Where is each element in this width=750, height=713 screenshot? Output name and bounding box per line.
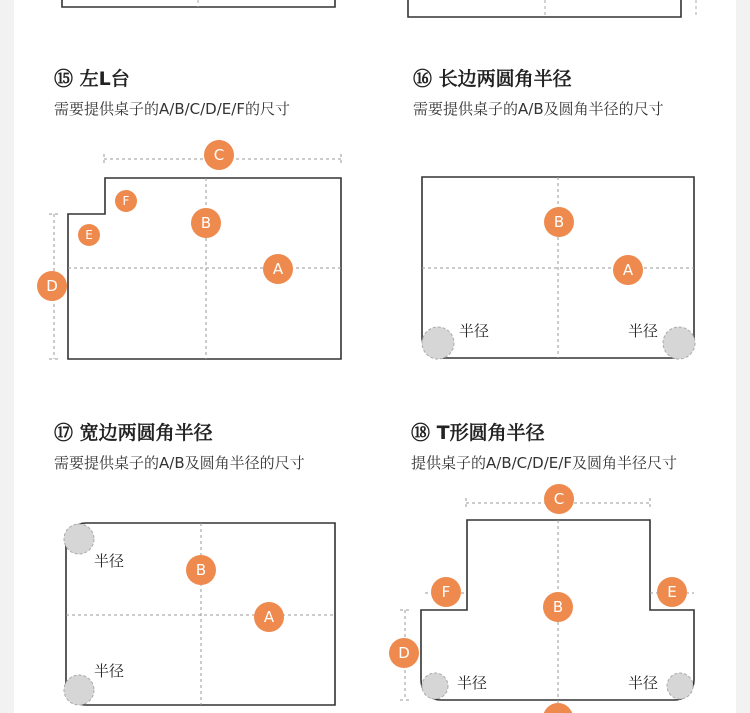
section-title: ⑮ 左L台: [54, 68, 130, 90]
section-title: ⑯ 长边两圆角半径: [413, 68, 572, 90]
marker-d: [37, 271, 67, 301]
section-title: ⑰ 宽边两圆角半径: [54, 422, 213, 444]
section-subtitle: 需要提供桌子的A/B/C/D/E/F的尺寸: [54, 100, 290, 118]
l-table-outline: [68, 178, 341, 359]
marker-b: [544, 207, 574, 237]
section-subtitle: 提供桌子的A/B/C/D/E/F及圆角半径尺寸: [411, 454, 677, 472]
radius-label: 半径: [459, 322, 490, 340]
radius-label: 半径: [94, 552, 125, 570]
svg-text:F: F: [122, 194, 130, 208]
radius-corner-marker: [64, 524, 94, 554]
radius-label: 半径: [628, 322, 659, 340]
radius-label: 半径: [457, 674, 488, 692]
svg-text:B: B: [552, 598, 564, 616]
marker-e: [78, 224, 100, 246]
radius-label: 半径: [628, 674, 659, 692]
svg-text:C: C: [213, 146, 225, 164]
svg-text:B: B: [553, 213, 565, 231]
svg-text:E: E: [85, 228, 93, 242]
svg-text:A: A: [622, 261, 634, 279]
marker-c: [544, 484, 574, 514]
svg-text:A: A: [272, 260, 284, 278]
svg-text:B: B: [195, 561, 207, 579]
section-subtitle: 需要提供桌子的A/B及圆角半径的尺寸: [54, 454, 305, 472]
svg-text:D: D: [398, 644, 410, 662]
radius-corner-marker: [422, 673, 448, 699]
svg-text:F: F: [441, 583, 451, 601]
marker-e: [657, 577, 687, 607]
svg-text:D: D: [46, 277, 58, 295]
svg-text:B: B: [200, 214, 212, 232]
marker-b: [186, 555, 216, 585]
diagram-left-l-table: [49, 154, 341, 359]
marker-a: [613, 255, 643, 285]
section-title: ⑱ T形圆角半径: [411, 422, 545, 444]
radius-corner-marker: [667, 673, 693, 699]
marker-c: [204, 140, 234, 170]
radius-corner-marker: [663, 327, 695, 359]
marker-a: [254, 602, 284, 632]
svg-text:C: C: [553, 490, 565, 508]
radius-corner-marker: [422, 327, 454, 359]
marker-d: [389, 638, 419, 668]
radius-label: 半径: [94, 662, 125, 680]
marker-b: [543, 592, 573, 622]
marker-b: [191, 208, 221, 238]
section-subtitle: 需要提供桌子的A/B及圆角半径的尺寸: [413, 100, 664, 118]
marker-cut-off: [543, 703, 573, 713]
radius-corner-marker: [64, 675, 94, 705]
marker-a: [263, 254, 293, 284]
svg-text:A: A: [263, 608, 275, 626]
svg-text:E: E: [667, 583, 677, 601]
marker-f: [431, 577, 461, 607]
marker-f: [115, 190, 137, 212]
